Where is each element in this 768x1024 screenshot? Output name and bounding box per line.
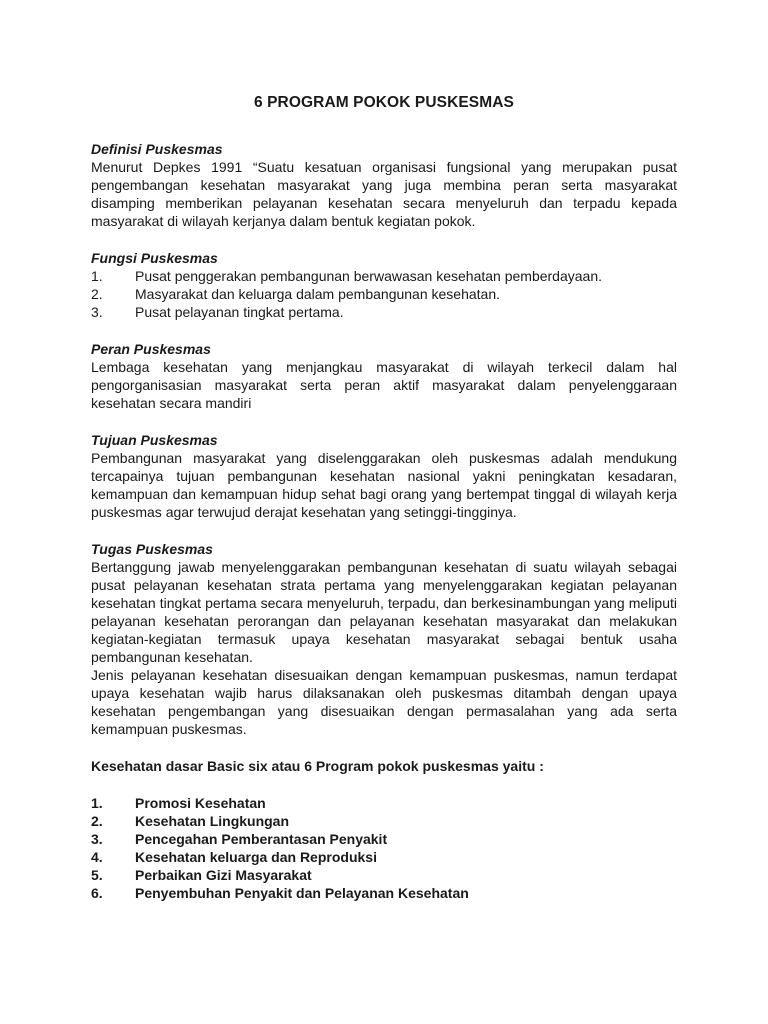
list-item: [91, 285, 677, 303]
section-heading: Definisi Puskesmas: [91, 141, 223, 157]
list-text: Kesehatan keluarga dan Reproduksi: [135, 849, 377, 865]
list-item: [91, 303, 677, 321]
document-page: [91, 93, 677, 902]
list-item: [91, 267, 677, 285]
section-definisi: [91, 140, 677, 230]
list-number: 6.: [91, 885, 103, 901]
section-heading: Tugas Puskesmas: [91, 541, 213, 557]
list-number: 1.: [91, 268, 103, 284]
list-number: 1.: [91, 795, 103, 811]
section-tujuan: [91, 431, 677, 521]
list-item: [91, 812, 677, 830]
section-heading: Tujuan Puskesmas: [91, 432, 218, 448]
paragraph: Bertanggung jawab menyelenggarakan pembangunan kesehatan di suatu wilayah sebagai pusat pelayanan kesehatan strata pertama yang menyelenggarakan kegiatan pelayanan kesehatan tingkat pertama secara menyeluruh, terpadu, dan berkesinambungan yang meliputi pelayanan kesehatan perorangan dan pelayanan kesehatan masyarakat dan melakukan kegiatan-kegiatan termasuk upaya kesehatan masyarakat sebagai bentuk usaha pembangunan kesehatan.: [91, 559, 677, 665]
list-number: 3.: [91, 304, 103, 320]
list-number: 2.: [91, 813, 103, 829]
section-peran: [91, 340, 677, 412]
list-number: 5.: [91, 867, 103, 883]
section-heading: Fungsi Puskesmas: [91, 250, 218, 266]
list-number: 4.: [91, 849, 103, 865]
paragraph: Lembaga kesehatan yang menjangkau masyarakat di wilayah terkecil dalam hal pengorganisasian masyarakat serta peran aktif masyarakat dalam penyelenggaraan kesehatan secara mandiri: [91, 359, 677, 411]
list-text: Pusat penggerakan pembangunan berwawasan kesehatan pemberdayaan.: [135, 268, 603, 284]
paragraph: Menurut Depkes 1991 “Suatu kesatuan organisasi fungsional yang merupakan pusat pengembangan kesehatan masyarakat yang juga membina peran serta masyarakat disamping memberikan pelayanan kesehatan secara menyeluruh dan terpadu kepada masyarakat di wilayah kerjanya dalam bentuk kegiatan pokok.: [91, 159, 677, 229]
list-number: 3.: [91, 831, 103, 847]
list-item: [91, 848, 677, 866]
page-title: 6 PROGRAM POKOK PUSKESMAS: [253, 94, 514, 111]
list-text: Masyarakat dan keluarga dalam pembangunan kesehatan.: [135, 286, 501, 302]
paragraph: Pembangunan masyarakat yang diselenggarakan oleh puskesmas adalah mendukung tercapainya tujuan pembangunan kesehatan nasional yakni peningkatan kesadaran, kemampuan dan kemampuan hidup sehat bagi orang yang bertempat tinggal di wilayah kerja puskesmas agar terwujud derajat kesehatan yang setinggi-tingginya.: [91, 450, 677, 520]
paragraph: Jenis pelayanan kesehatan disesuaikan dengan kemampuan puskesmas, namun terdapat upaya kesehatan wajib harus dilaksanakan oleh puskesmas ditambah dengan upaya kesehatan pengembangan yang disesuaikan dengan permasalahan yang ada serta kemampuan puskesmas.: [91, 667, 677, 737]
basic-six-list: [91, 794, 677, 902]
list-text: Pusat pelayanan tingkat pertama.: [135, 304, 344, 320]
list-item: [91, 794, 677, 812]
list-item: [91, 884, 677, 902]
section-tugas: [91, 540, 677, 738]
fungsi-list: [91, 267, 677, 321]
list-item: [91, 866, 677, 884]
section-fungsi: [91, 249, 677, 321]
list-item: [91, 830, 677, 848]
list-text: Promosi Kesehatan: [135, 795, 266, 811]
section-heading: Peran Puskesmas: [91, 341, 211, 357]
list-text: Perbaikan Gizi Masyarakat: [135, 867, 312, 883]
list-text: Pencegahan Pemberantasan Penyakit: [135, 831, 388, 847]
basic-six-intro: Kesehatan dasar Basic six atau 6 Program pokok puskesmas yaitu :: [91, 758, 544, 774]
list-number: 2.: [91, 286, 103, 302]
list-text: Kesehatan Lingkungan: [135, 813, 290, 829]
list-text: Penyembuhan Penyakit dan Pelayanan Kesehatan: [135, 885, 469, 901]
